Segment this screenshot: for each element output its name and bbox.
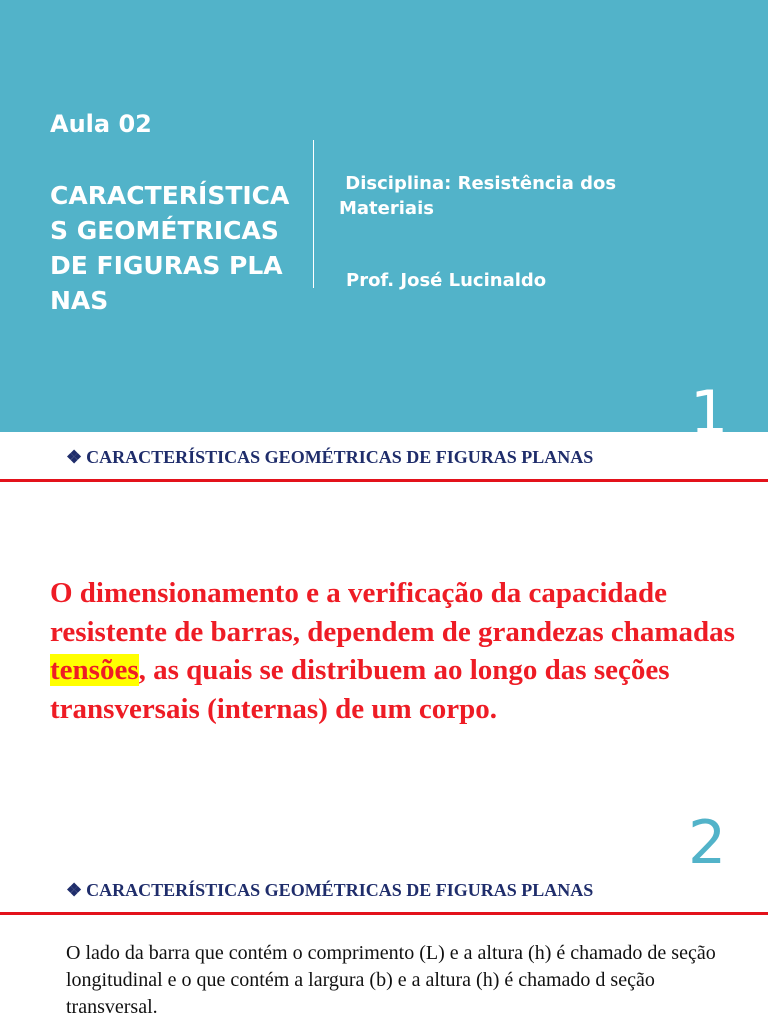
professor-label: Prof. José Lucinaldo (346, 270, 547, 291)
section-header (66, 447, 593, 468)
slide-number: 1 (690, 378, 729, 432)
diamond-bullet-icon: ❖ (66, 447, 83, 467)
lesson-label: Aula 02 (50, 110, 152, 138)
body-text-end: , as quais se distribuem ao longo das seções transversais (internas) de um corpo. (50, 654, 670, 725)
slide-body-text: O lado da barra que contém o comprimento (L) e a altura (h) é chamado de seção longitudinal e o que contém a largura (b) e a altura (h) é chamado d seção transversal. (66, 942, 716, 1018)
diamond-bullet-icon: ❖ (66, 880, 83, 900)
section-header (66, 880, 593, 901)
title-slide (0, 0, 768, 432)
body-text-start: O dimensionamento e a verificação da capacidade resistente de barras, dependem de grandezas chamadas (50, 577, 735, 648)
vertical-divider (313, 140, 314, 288)
slide-body-text (50, 574, 740, 728)
discipline-label: Disciplina: Resistência dos Materiais (339, 173, 617, 219)
header-rule (0, 912, 768, 915)
section-header-text: CARACTERÍSTICAS GEOMÉTRICAS DE FIGURAS PLANAS (86, 880, 594, 900)
highlighted-term: tensões (50, 654, 139, 686)
section-header-text: CARACTERÍSTICAS GEOMÉTRICAS DE FIGURAS PLANAS (86, 447, 594, 467)
header-rule (0, 479, 768, 482)
slide-title: CARACTERÍSTICAS GEOMÉTRICAS DE FIGURAS PLANAS (50, 181, 290, 315)
slide-number: 2 (688, 808, 727, 878)
